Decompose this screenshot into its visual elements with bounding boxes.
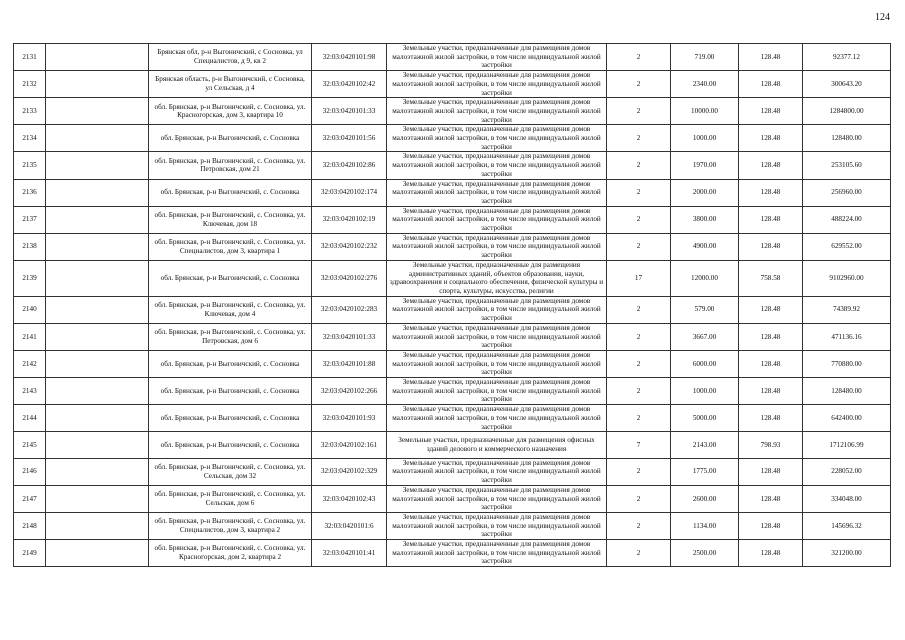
land-use-cell: Земельные участки, предназначенные для размещения домов малоэтажной жилой застройки, в том числе индивидуальной жилой застройки bbox=[387, 405, 607, 432]
empty-cell bbox=[46, 350, 149, 377]
empty-cell bbox=[46, 179, 149, 206]
cadastral-number-cell: 32:03:0420102:266 bbox=[312, 378, 387, 405]
cadastral-value-cell: 145696.32 bbox=[803, 512, 891, 539]
row-number-cell: 2131 bbox=[14, 44, 46, 71]
specific-value-cell: 128.48 bbox=[739, 206, 803, 233]
land-use-cell: Земельные участки, предназначенные для размещения домов малоэтажной жилой застройки, в том числе индивидуальной жилой застройки bbox=[387, 206, 607, 233]
row-number-cell: 2136 bbox=[14, 179, 46, 206]
land-use-cell: Земельные участки, предназначенные для размещения домов малоэтажной жилой застройки, в том числе индивидуальной жилой застройки bbox=[387, 296, 607, 323]
address-cell: обл. Брянская, р-н Выгоничский, с. Сосновка bbox=[149, 125, 312, 152]
row-number-cell: 2137 bbox=[14, 206, 46, 233]
row-number-cell: 2141 bbox=[14, 323, 46, 350]
address-cell: обл. Брянская, р-н Выгоничский, с. Сосновка bbox=[149, 405, 312, 432]
use-code-cell: 2 bbox=[607, 98, 671, 125]
table-body bbox=[14, 44, 891, 567]
cadastral-value-cell: 228052.00 bbox=[803, 458, 891, 485]
table-row bbox=[14, 432, 891, 459]
use-code-cell: 2 bbox=[607, 323, 671, 350]
table-row bbox=[14, 44, 891, 71]
address-cell: Брянская область, р-н Выгоничский, с Сосновка, ул Сельская, д 4 bbox=[149, 71, 312, 98]
table-row bbox=[14, 512, 891, 539]
address-cell: обл. Брянская, р-н Выгоничский, с. Сосновка bbox=[149, 350, 312, 377]
area-cell: 3667.00 bbox=[671, 323, 739, 350]
page-number: 124 bbox=[875, 12, 890, 23]
empty-cell bbox=[46, 432, 149, 459]
specific-value-cell: 128.48 bbox=[739, 378, 803, 405]
use-code-cell: 2 bbox=[607, 485, 671, 512]
cadastral-number-cell: 32:03:0420102:19 bbox=[312, 206, 387, 233]
empty-cell bbox=[46, 458, 149, 485]
row-number-cell: 2147 bbox=[14, 485, 46, 512]
cadastral-number-cell: 32:03:0420102:174 bbox=[312, 179, 387, 206]
land-use-cell: Земельные участки, предназначенные для размещения домов малоэтажной жилой застройки, в том числе индивидуальной жилой застройки bbox=[387, 179, 607, 206]
empty-cell bbox=[46, 44, 149, 71]
use-code-cell: 17 bbox=[607, 260, 671, 296]
row-number-cell: 2145 bbox=[14, 432, 46, 459]
address-cell: обл. Брянская, р-н Выгоничский, с. Сосновка, ул. Сельская, дом 6 bbox=[149, 485, 312, 512]
use-code-cell: 2 bbox=[607, 378, 671, 405]
use-code-cell: 2 bbox=[607, 512, 671, 539]
table-row bbox=[14, 260, 891, 296]
land-use-cell: Земельные участки, предназначенные для размещения домов малоэтажной жилой застройки, в том числе индивидуальной жилой застройки bbox=[387, 540, 607, 567]
specific-value-cell: 128.48 bbox=[739, 152, 803, 179]
specific-value-cell: 128.48 bbox=[739, 98, 803, 125]
use-code-cell: 2 bbox=[607, 350, 671, 377]
address-cell: обл. Брянская, р-н Выгоничский, с. Сосновка bbox=[149, 179, 312, 206]
cadastral-number-cell: 32:03:0420102:232 bbox=[312, 233, 387, 260]
empty-cell bbox=[46, 152, 149, 179]
use-code-cell: 2 bbox=[607, 44, 671, 71]
cadastral-number-cell: 32:03:0420102:283 bbox=[312, 296, 387, 323]
cadastral-value-cell: 334048.00 bbox=[803, 485, 891, 512]
row-number-cell: 2144 bbox=[14, 405, 46, 432]
row-number-cell: 2140 bbox=[14, 296, 46, 323]
use-code-cell: 2 bbox=[607, 206, 671, 233]
cadastral-number-cell: 32:03:0420102:329 bbox=[312, 458, 387, 485]
row-number-cell: 2149 bbox=[14, 540, 46, 567]
cadastral-value-cell: 256960.00 bbox=[803, 179, 891, 206]
area-cell: 2340.00 bbox=[671, 71, 739, 98]
empty-cell bbox=[46, 206, 149, 233]
area-cell: 6000.00 bbox=[671, 350, 739, 377]
address-cell: обл. Брянская, р-н Выгоничский, с. Сосновка, ул. Красногорская, дом 2, квартира 2 bbox=[149, 540, 312, 567]
address-cell: обл. Брянская, р-н Выгоничский, с. Сосновка, ул. Петровская, дом 6 bbox=[149, 323, 312, 350]
cadastral-value-cell: 321200.00 bbox=[803, 540, 891, 567]
table-row bbox=[14, 179, 891, 206]
area-cell: 1970.00 bbox=[671, 152, 739, 179]
land-use-cell: Земельные участки, предназначенные для размещения домов малоэтажной жилой застройки, в том числе индивидуальной жилой застройки bbox=[387, 458, 607, 485]
table-row bbox=[14, 206, 891, 233]
specific-value-cell: 128.48 bbox=[739, 458, 803, 485]
use-code-cell: 2 bbox=[607, 179, 671, 206]
empty-cell bbox=[46, 378, 149, 405]
cadastral-value-cell: 471136.16 bbox=[803, 323, 891, 350]
table-row bbox=[14, 540, 891, 567]
empty-cell bbox=[46, 71, 149, 98]
specific-value-cell: 128.48 bbox=[739, 485, 803, 512]
table-row bbox=[14, 296, 891, 323]
land-use-cell: Земельные участки, предназначенные для размещения домов малоэтажной жилой застройки, в том числе индивидуальной жилой застройки bbox=[387, 485, 607, 512]
row-number-cell: 2143 bbox=[14, 378, 46, 405]
cadastral-value-cell: 300643.20 bbox=[803, 71, 891, 98]
empty-cell bbox=[46, 540, 149, 567]
cadastral-value-cell: 92377.12 bbox=[803, 44, 891, 71]
cadastral-number-cell: 32:03:0420101:98 bbox=[312, 44, 387, 71]
land-use-cell: Земельные участки, предназначенные для размещения домов малоэтажной жилой застройки, в том числе индивидуальной жилой застройки bbox=[387, 323, 607, 350]
row-number-cell: 2133 bbox=[14, 98, 46, 125]
cadastral-value-cell: 488224.00 bbox=[803, 206, 891, 233]
row-number-cell: 2132 bbox=[14, 71, 46, 98]
cadastral-value-cell: 128480.00 bbox=[803, 378, 891, 405]
address-cell: обл. Брянская, р-н Выгоничский, с. Сосновка, ул. Специалистов, дом 3, квартира 1 bbox=[149, 233, 312, 260]
cadastral-number-cell: 32:03:0420101:6 bbox=[312, 512, 387, 539]
use-code-cell: 7 bbox=[607, 432, 671, 459]
use-code-cell: 2 bbox=[607, 405, 671, 432]
row-number-cell: 2134 bbox=[14, 125, 46, 152]
specific-value-cell: 128.48 bbox=[739, 540, 803, 567]
address-cell: обл. Брянская, р-н Выгоничский, с. Сосновка bbox=[149, 260, 312, 296]
land-use-cell: Земельные участки, предназначенные для размещения домов малоэтажной жилой застройки, в том числе индивидуальной жилой застройки bbox=[387, 71, 607, 98]
table-row bbox=[14, 152, 891, 179]
specific-value-cell: 128.48 bbox=[739, 44, 803, 71]
cadastral-number-cell: 32:03:0420102:161 bbox=[312, 432, 387, 459]
table-row bbox=[14, 378, 891, 405]
empty-cell bbox=[46, 405, 149, 432]
area-cell: 4900.00 bbox=[671, 233, 739, 260]
cadastral-value-cell: 74389.92 bbox=[803, 296, 891, 323]
cadastral-value-cell: 253105.60 bbox=[803, 152, 891, 179]
area-cell: 1000.00 bbox=[671, 378, 739, 405]
row-number-cell: 2138 bbox=[14, 233, 46, 260]
use-code-cell: 2 bbox=[607, 125, 671, 152]
row-number-cell: 2139 bbox=[14, 260, 46, 296]
specific-value-cell: 128.48 bbox=[739, 125, 803, 152]
land-use-cell: Земельные участки, предназначенные для размещения домов малоэтажной жилой застройки, в том числе индивидуальной жилой застройки bbox=[387, 233, 607, 260]
area-cell: 2143.00 bbox=[671, 432, 739, 459]
specific-value-cell: 128.48 bbox=[739, 350, 803, 377]
use-code-cell: 2 bbox=[607, 233, 671, 260]
address-cell: обл. Брянская, р-н Выгоничский, с. Сосновка bbox=[149, 432, 312, 459]
empty-cell bbox=[46, 260, 149, 296]
specific-value-cell: 128.48 bbox=[739, 512, 803, 539]
row-number-cell: 2148 bbox=[14, 512, 46, 539]
cadastral-value-cell: 629552.00 bbox=[803, 233, 891, 260]
empty-cell bbox=[46, 296, 149, 323]
specific-value-cell: 128.48 bbox=[739, 323, 803, 350]
table-row bbox=[14, 125, 891, 152]
cadastral-number-cell: 32:03:0420102:42 bbox=[312, 71, 387, 98]
use-code-cell: 2 bbox=[607, 71, 671, 98]
address-cell: обл. Брянская, р-н Выгоничский, с. Сосновка, ул. Петровская, дом 21 bbox=[149, 152, 312, 179]
land-use-cell: Земельные участки, предназначенные для размещения офисных зданий делового и коммерческого назначения bbox=[387, 432, 607, 459]
cadastral-value-cell: 1712106.99 bbox=[803, 432, 891, 459]
specific-value-cell: 128.48 bbox=[739, 296, 803, 323]
area-cell: 719.00 bbox=[671, 44, 739, 71]
address-cell: обл. Брянская, р-н Выгоничский, с. Сосновка bbox=[149, 378, 312, 405]
cadastral-number-cell: 32:03:0420102:86 bbox=[312, 152, 387, 179]
cadastral-value-cell: 128480.00 bbox=[803, 125, 891, 152]
use-code-cell: 2 bbox=[607, 296, 671, 323]
cadastral-number-cell: 32:03:0420101:56 bbox=[312, 125, 387, 152]
empty-cell bbox=[46, 512, 149, 539]
land-use-cell: Земельные участки, предназначенные для размещения домов малоэтажной жилой застройки, в том числе индивидуальной жилой застройки bbox=[387, 512, 607, 539]
address-cell: обл. Брянская, р-н Выгоничский, с. Сосновка, ул. Ключевая, дом 4 bbox=[149, 296, 312, 323]
empty-cell bbox=[46, 125, 149, 152]
table-row bbox=[14, 323, 891, 350]
specific-value-cell: 758.58 bbox=[739, 260, 803, 296]
area-cell: 579.00 bbox=[671, 296, 739, 323]
address-cell: Брянская обл, р-н Выгоничский, с Сосновка, ул Специалистов, д 9, кв 2 bbox=[149, 44, 312, 71]
cadastral-number-cell: 32:03:0420101:33 bbox=[312, 98, 387, 125]
land-registry-table bbox=[13, 43, 891, 567]
land-use-cell: Земельные участки, предназначенные для размещения домов малоэтажной жилой застройки, в том числе индивидуальной жилой застройки bbox=[387, 378, 607, 405]
cadastral-value-cell: 9102960.00 bbox=[803, 260, 891, 296]
area-cell: 2500.00 bbox=[671, 540, 739, 567]
table-row bbox=[14, 458, 891, 485]
land-use-cell: Земельные участки, предназначенные для размещения административных зданий, объектов образования, науки, здравоохранения и социального обеспечения, физической культуры и спорта, культуры, искусства, религии bbox=[387, 260, 607, 296]
specific-value-cell: 128.48 bbox=[739, 405, 803, 432]
land-use-cell: Земельные участки, предназначенные для размещения домов малоэтажной жилой застройки, в том числе индивидуальной жилой застройки bbox=[387, 350, 607, 377]
row-number-cell: 2146 bbox=[14, 458, 46, 485]
use-code-cell: 2 bbox=[607, 540, 671, 567]
row-number-cell: 2142 bbox=[14, 350, 46, 377]
area-cell: 1134.00 bbox=[671, 512, 739, 539]
area-cell: 1000.00 bbox=[671, 125, 739, 152]
cadastral-number-cell: 32:03:0420102:43 bbox=[312, 485, 387, 512]
row-number-cell: 2135 bbox=[14, 152, 46, 179]
address-cell: обл. Брянская, р-н Выгоничский, с. Сосновка, ул. Ключевая, дом 18 bbox=[149, 206, 312, 233]
table-row bbox=[14, 233, 891, 260]
area-cell: 3800.00 bbox=[671, 206, 739, 233]
cadastral-number-cell: 32:03:0420101:88 bbox=[312, 350, 387, 377]
area-cell: 1775.00 bbox=[671, 458, 739, 485]
cadastral-number-cell: 32:03:0420101:41 bbox=[312, 540, 387, 567]
cadastral-value-cell: 642400.00 bbox=[803, 405, 891, 432]
address-cell: обл. Брянская, р-н Выгоничский, с. Сосновка, ул. Красногорская, дом 3, квартира 10 bbox=[149, 98, 312, 125]
cadastral-number-cell: 32:03:0420101:33 bbox=[312, 323, 387, 350]
table-row bbox=[14, 485, 891, 512]
area-cell: 5000.00 bbox=[671, 405, 739, 432]
table-row bbox=[14, 350, 891, 377]
land-use-cell: Земельные участки, предназначенные для размещения домов малоэтажной жилой застройки, в том числе индивидуальной жилой застройки bbox=[387, 125, 607, 152]
address-cell: обл. Брянская, р-н Выгоничский, с. Сосновка, ул. Специалистов, дом 3, квартира 2 bbox=[149, 512, 312, 539]
empty-cell bbox=[46, 485, 149, 512]
land-use-cell: Земельные участки, предназначенные для размещения домов малоэтажной жилой застройки, в том числе индивидуальной жилой застройки bbox=[387, 152, 607, 179]
land-use-cell: Земельные участки, предназначенные для размещения домов малоэтажной жилой застройки, в том числе индивидуальной жилой застройки bbox=[387, 44, 607, 71]
cadastral-value-cell: 770880.00 bbox=[803, 350, 891, 377]
specific-value-cell: 128.48 bbox=[739, 233, 803, 260]
address-cell: обл. Брянская, р-н Выгоничский, с. Сосновка, ул. Сельская, дом 32 bbox=[149, 458, 312, 485]
table-row bbox=[14, 98, 891, 125]
empty-cell bbox=[46, 323, 149, 350]
cadastral-value-cell: 1284800.00 bbox=[803, 98, 891, 125]
area-cell: 2000.00 bbox=[671, 179, 739, 206]
use-code-cell: 2 bbox=[607, 458, 671, 485]
specific-value-cell: 128.48 bbox=[739, 179, 803, 206]
empty-cell bbox=[46, 98, 149, 125]
area-cell: 10000.00 bbox=[671, 98, 739, 125]
cadastral-number-cell: 32:03:0420102:276 bbox=[312, 260, 387, 296]
land-use-cell: Земельные участки, предназначенные для размещения домов малоэтажной жилой застройки, в том числе индивидуальной жилой застройки bbox=[387, 98, 607, 125]
table-row bbox=[14, 71, 891, 98]
use-code-cell: 2 bbox=[607, 152, 671, 179]
table-row bbox=[14, 405, 891, 432]
area-cell: 2600.00 bbox=[671, 485, 739, 512]
specific-value-cell: 798.93 bbox=[739, 432, 803, 459]
empty-cell bbox=[46, 233, 149, 260]
cadastral-number-cell: 32:03:0420101:93 bbox=[312, 405, 387, 432]
specific-value-cell: 128.48 bbox=[739, 71, 803, 98]
area-cell: 12000.00 bbox=[671, 260, 739, 296]
